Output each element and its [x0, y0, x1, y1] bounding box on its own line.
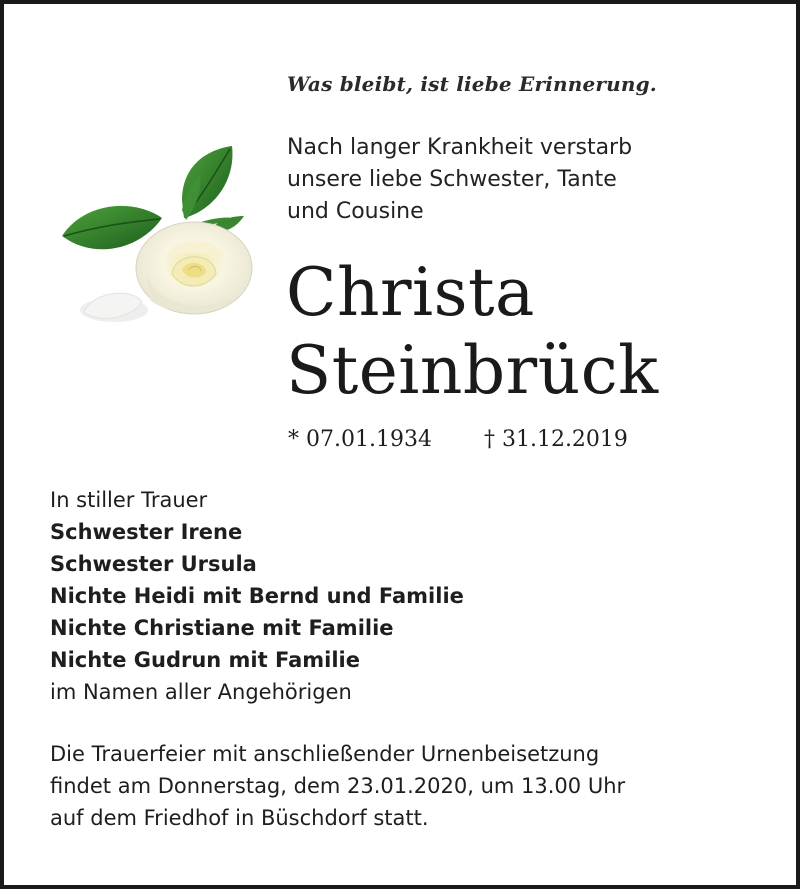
- funeral-service-info: [50, 738, 770, 834]
- first-name: Christa: [286, 254, 535, 331]
- deceased-name: [286, 254, 659, 410]
- death-date: † 31.12.2019: [483, 427, 628, 452]
- intro-line: und Cousine: [287, 199, 424, 224]
- service-line: Die Trauerfeier mit anschließender Urnenbeisetzung: [50, 742, 600, 766]
- service-line: findet am Donnerstag, dem 23.01.2020, um 13.00 Uhr: [50, 774, 626, 798]
- mourning-opening: In stiller Trauer: [50, 488, 208, 512]
- service-line: auf dem Friedhof in Büschdorf statt.: [50, 806, 429, 830]
- life-dates: [288, 427, 628, 452]
- motto-quote: Was bleibt, ist liebe Erinnerung.: [287, 72, 657, 96]
- mourning-closing: im Namen aller Angehörigen: [50, 680, 352, 704]
- mourner-name: Nichte Gudrun mit Familie: [50, 648, 360, 672]
- last-name: Steinbrück: [286, 332, 659, 409]
- mourner-name: Nichte Christiane mit Familie: [50, 616, 394, 640]
- white-rose-icon: [54, 140, 264, 340]
- intro-text: [287, 132, 707, 228]
- mourner-name: Schwester Irene: [50, 520, 243, 544]
- mourners-list: [50, 484, 750, 708]
- intro-line: Nach langer Krankheit verstarb: [287, 135, 633, 160]
- intro-line: unsere liebe Schwester, Tante: [287, 167, 617, 192]
- mourner-name: Nichte Heidi mit Bernd und Familie: [50, 584, 464, 608]
- mourner-name: Schwester Ursula: [50, 552, 257, 576]
- birth-date: * 07.01.1934: [288, 427, 432, 452]
